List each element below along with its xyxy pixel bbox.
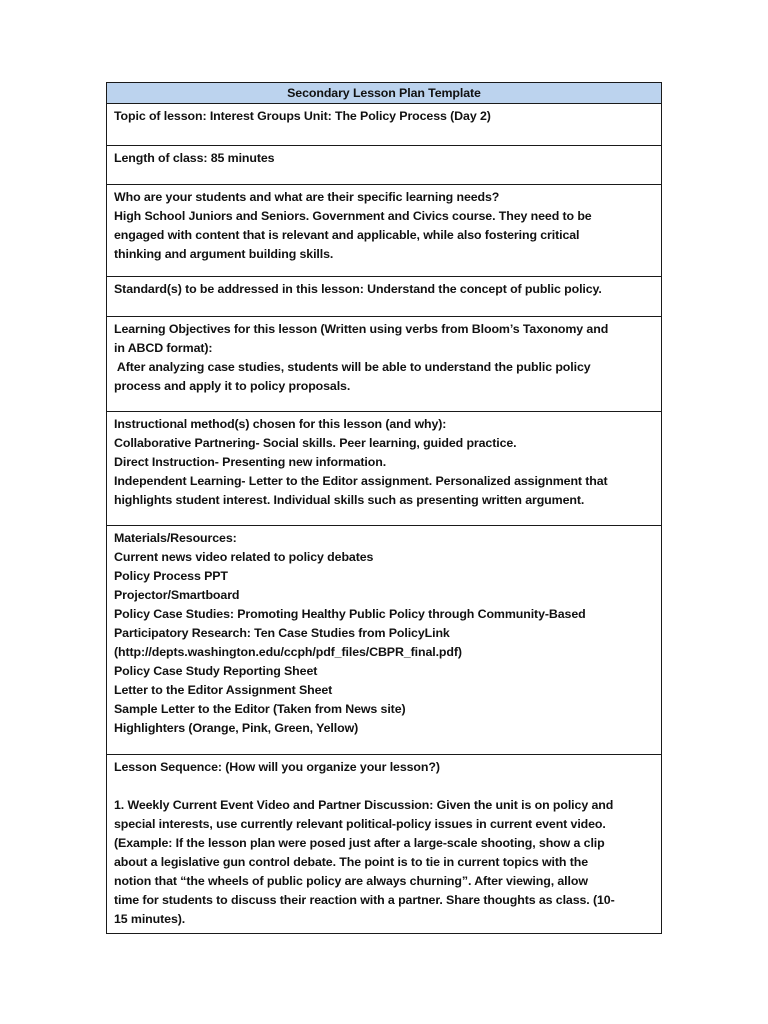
materials-line: Sample Letter to the Editor (Taken from News site)	[114, 702, 406, 716]
methods-line: Independent Learning- Letter to the Editor assignment. Personalized assignment that	[114, 474, 608, 488]
students-answer-line: engaged with content that is relevant and applicable, while also fostering critical	[114, 228, 580, 242]
length-cell: Length of class: 85 minutes	[107, 146, 662, 185]
materials-cell	[107, 526, 662, 755]
sequence-line: time for students to discuss their reaction with a partner. Share thoughts as class. (10-	[114, 893, 615, 907]
materials-line: Highlighters (Orange, Pink, Green, Yellow)	[114, 721, 359, 735]
methods-line: Direct Instruction- Presenting new information.	[114, 455, 387, 469]
sequence-cell	[107, 755, 662, 934]
objectives-cell	[107, 317, 662, 412]
sequence-spacer	[114, 777, 654, 796]
objectives-answer-line: After analyzing case studies, students will be able to understand the public policy	[114, 360, 591, 374]
objectives-question-line: Learning Objectives for this lesson (Written using verbs from Bloom’s Taxonomy and	[114, 322, 609, 336]
standards-cell: Standard(s) to be addressed in this lesson: Understand the concept of public policy.	[107, 277, 662, 317]
sequence-line: 1. Weekly Current Event Video and Partner Discussion: Given the unit is on policy and	[114, 798, 614, 812]
sequence-line: about a legislative gun control debate. The point is to tie in current topics with the	[114, 855, 588, 869]
sequence-question: Lesson Sequence: (How will you organize your lesson?)	[114, 760, 440, 774]
methods-cell	[107, 412, 662, 526]
methods-question: Instructional method(s) chosen for this lesson (and why):	[114, 417, 447, 431]
students-cell	[107, 185, 662, 277]
topic-cell: Topic of lesson: Interest Groups Unit: The Policy Process (Day 2)	[107, 104, 662, 146]
sequence-line: notion that “the wheels of public policy are always churning”. After viewing, allow	[114, 874, 588, 888]
students-answer-line: thinking and argument building skills.	[114, 247, 334, 261]
students-question: Who are your students and what are their specific learning needs?	[114, 190, 500, 204]
methods-line: Collaborative Partnering- Social skills. Peer learning, guided practice.	[114, 436, 517, 450]
methods-line: highlights student interest. Individual skills such as presenting written argument.	[114, 493, 585, 507]
students-answer-line: High School Juniors and Seniors. Government and Civics course. They need to be	[114, 209, 592, 223]
materials-link: (http://depts.washington.edu/ccph/pdf_files/CBPR_final.pdf)	[114, 645, 462, 659]
materials-line: Participatory Research: Ten Case Studies from PolicyLink	[114, 626, 450, 640]
materials-line: Letter to the Editor Assignment Sheet	[114, 683, 333, 697]
materials-line: Projector/Smartboard	[114, 588, 240, 602]
sequence-line: 15 minutes).	[114, 912, 186, 926]
sequence-line: special interests, use currently relevant political-policy issues in current event video.	[114, 817, 606, 831]
objectives-question-line: in ABCD format):	[114, 341, 213, 355]
objectives-answer-line: process and apply it to policy proposals.	[114, 379, 351, 393]
materials-line: Current news video related to policy debates	[114, 550, 374, 564]
materials-line: Policy Process PPT	[114, 569, 228, 583]
materials-line: Policy Case Studies: Promoting Healthy Public Policy through Community-Based	[114, 607, 586, 621]
sequence-line: (Example: If the lesson plan were posed just after a large-scale shooting, show a clip	[114, 836, 605, 850]
lesson-plan-table	[106, 82, 662, 934]
materials-heading: Materials/Resources:	[114, 531, 237, 545]
materials-line: Policy Case Study Reporting Sheet	[114, 664, 318, 678]
table-title: Secondary Lesson Plan Template	[107, 83, 662, 104]
